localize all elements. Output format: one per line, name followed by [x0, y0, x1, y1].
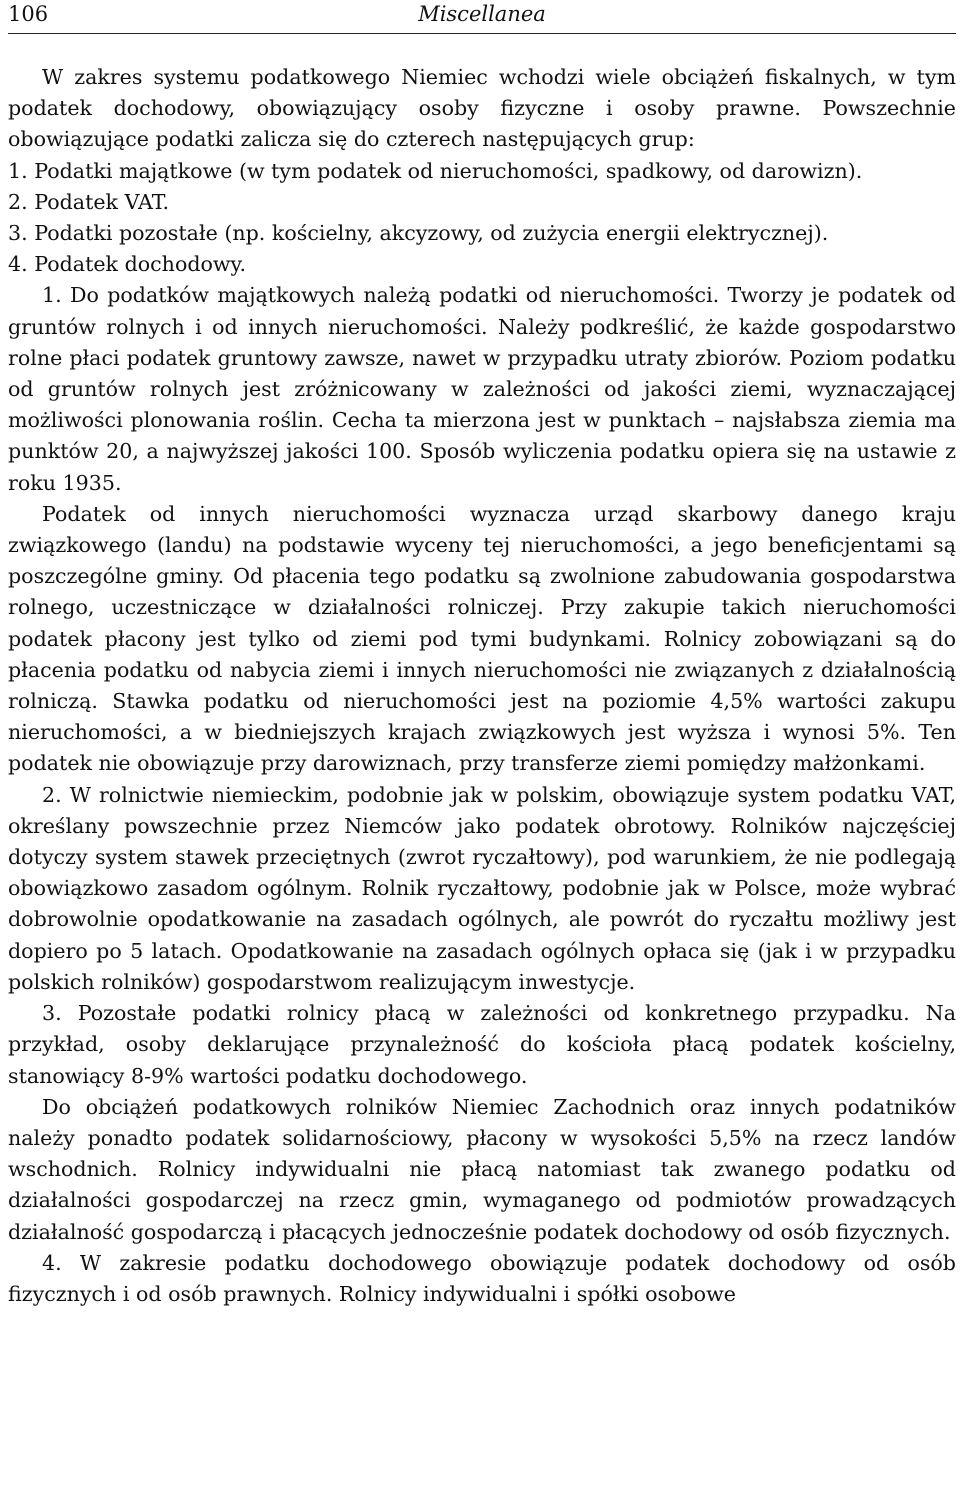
paragraph-solidarity-tax: Do obciążeń podatkowych rolników Niemiec Zachodnich oraz innych podatników należy ponadto podatek solidarnościowy, płacony w wysokości 5,5% na rzecz landów wschodnich. Rolnicy indywidualni nie płacą natomiast tak zwanego podatku od działalności gospodarczej na rzecz gmin, wymaganego od podmiotów prowadzących działalność gospodarczą i płacących jednocześnie podatek dochodowy od osób fizycznych. [8, 1094, 956, 1244]
paragraph-vat: 2. W rolnictwie niemieckim, podobnie jak w polskim, obowiązuje system podatku VAT, określany powszechnie przez Niemców jako podatek obrotowy. Rolników najczęściej dotyczy system stawek przeciętnych (zwrot ryczałtowy), pod warunkiem, że nie podlegają obowiązkowo zasadom ogólnym. Rolnik ryczałtowy, podobnie jak w Polsce, może wybrać dobrowolnie opodatkowanie na zasadach ogólnych, ale powrót do ryczałtu możliwy jest dopiero po 5 latach. Opodatkowanie na zasadach ogólnych opłaca się (jak i w przypadku polskich rolników) gospodarstwom realizującym inwestycje. [8, 782, 956, 994]
article-body [8, 62, 956, 1310]
list-item-4: 4. Podatek dochodowy. [8, 252, 246, 277]
intro-paragraph: W zakres systemu podatkowego Niemiec wchodzi wiele obciążeń fiskalnych, w tym podatek dochodowy, obowiązujący osoby fizyczne i osoby prawne. Powszechnie obowiązujące podatki zalicza się do czterech następujących grup: [8, 65, 956, 152]
paragraph-income-tax: 4. W zakresie podatku dochodowego obowiązuje podatek dochodowy od osób fizycznych i od osób prawnych. Rolnicy indywidualni i spółki osobowe [8, 1250, 956, 1306]
page-number: 106 [8, 2, 49, 26]
list-item-1: 1. Podatki majątkowe (w tym podatek od nieruchomości, spadkowy, od darowizn). [8, 158, 863, 183]
list-item-2: 2. Podatek VAT. [8, 189, 170, 214]
paragraph-other-taxes: 3. Pozostałe podatki rolnicy płacą w zależności od konkretnego przypadku. Na przykład, osoby deklarujące przynależność do kościoła płacą podatek kościelny, stanowiący 8-9% wartości podatku dochodowego. [8, 1001, 956, 1088]
document-page [8, 0, 956, 1486]
paragraph-other-real-estate: Podatek od innych nieruchomości wyznacza urząd skarbowy danego kraju związkowego (landu) na podstawie wyceny tej nieruchomości, a jego beneficjentami są poszczególne gminy. Od płacenia tego podatku są zwolnione zabudowania gospodarstwa rolnego, uczestniczące w działalności rolniczej. Przy zakupie takich nieruchomości podatek płacony jest tylko od ziemi pod tymi budynkami. Rolnicy zobowiązani są do płacenia podatku od nabycia ziemi i innych nieruchomości nie związanych z działalnością rolniczą. Stawka podatku od nieruchomości jest na poziomie 4,5% wartości zakupu nieruchomości, a w biedniejszych krajach związkowych jest wyższa i wynosi 5%. Ten podatek nie obowiązuje przy darowiznach, przy transferze ziemi pomiędzy małżonkami. [8, 501, 956, 776]
section-title: Miscellanea [418, 2, 546, 26]
running-header [8, 0, 956, 34]
list-item-3: 3. Podatki pozostałe (np. kościelny, akcyzowy, od zużycia energii elektrycznej). [8, 221, 829, 246]
paragraph-property-taxes: 1. Do podatków majątkowych należą podatki od nieruchomości. Tworzy je podatek od gruntów rolnych i od innych nieruchomości. Należy podkreślić, że każde gospodarstwo rolne płaci podatek gruntowy zawsze, nawet w przypadku utraty zbiorów. Poziom podatku od gruntów rolnych jest zróżnicowany w zależności od jakości ziemi, wyznaczającej możliwości plonowania roślin. Cecha ta mierzona jest w punktach – najsłabsza ziemia ma punktów 20, a najwyższej jakości 100. Sposób wyliczenia podatku opiera się na ustawie z roku 1935. [8, 283, 956, 495]
